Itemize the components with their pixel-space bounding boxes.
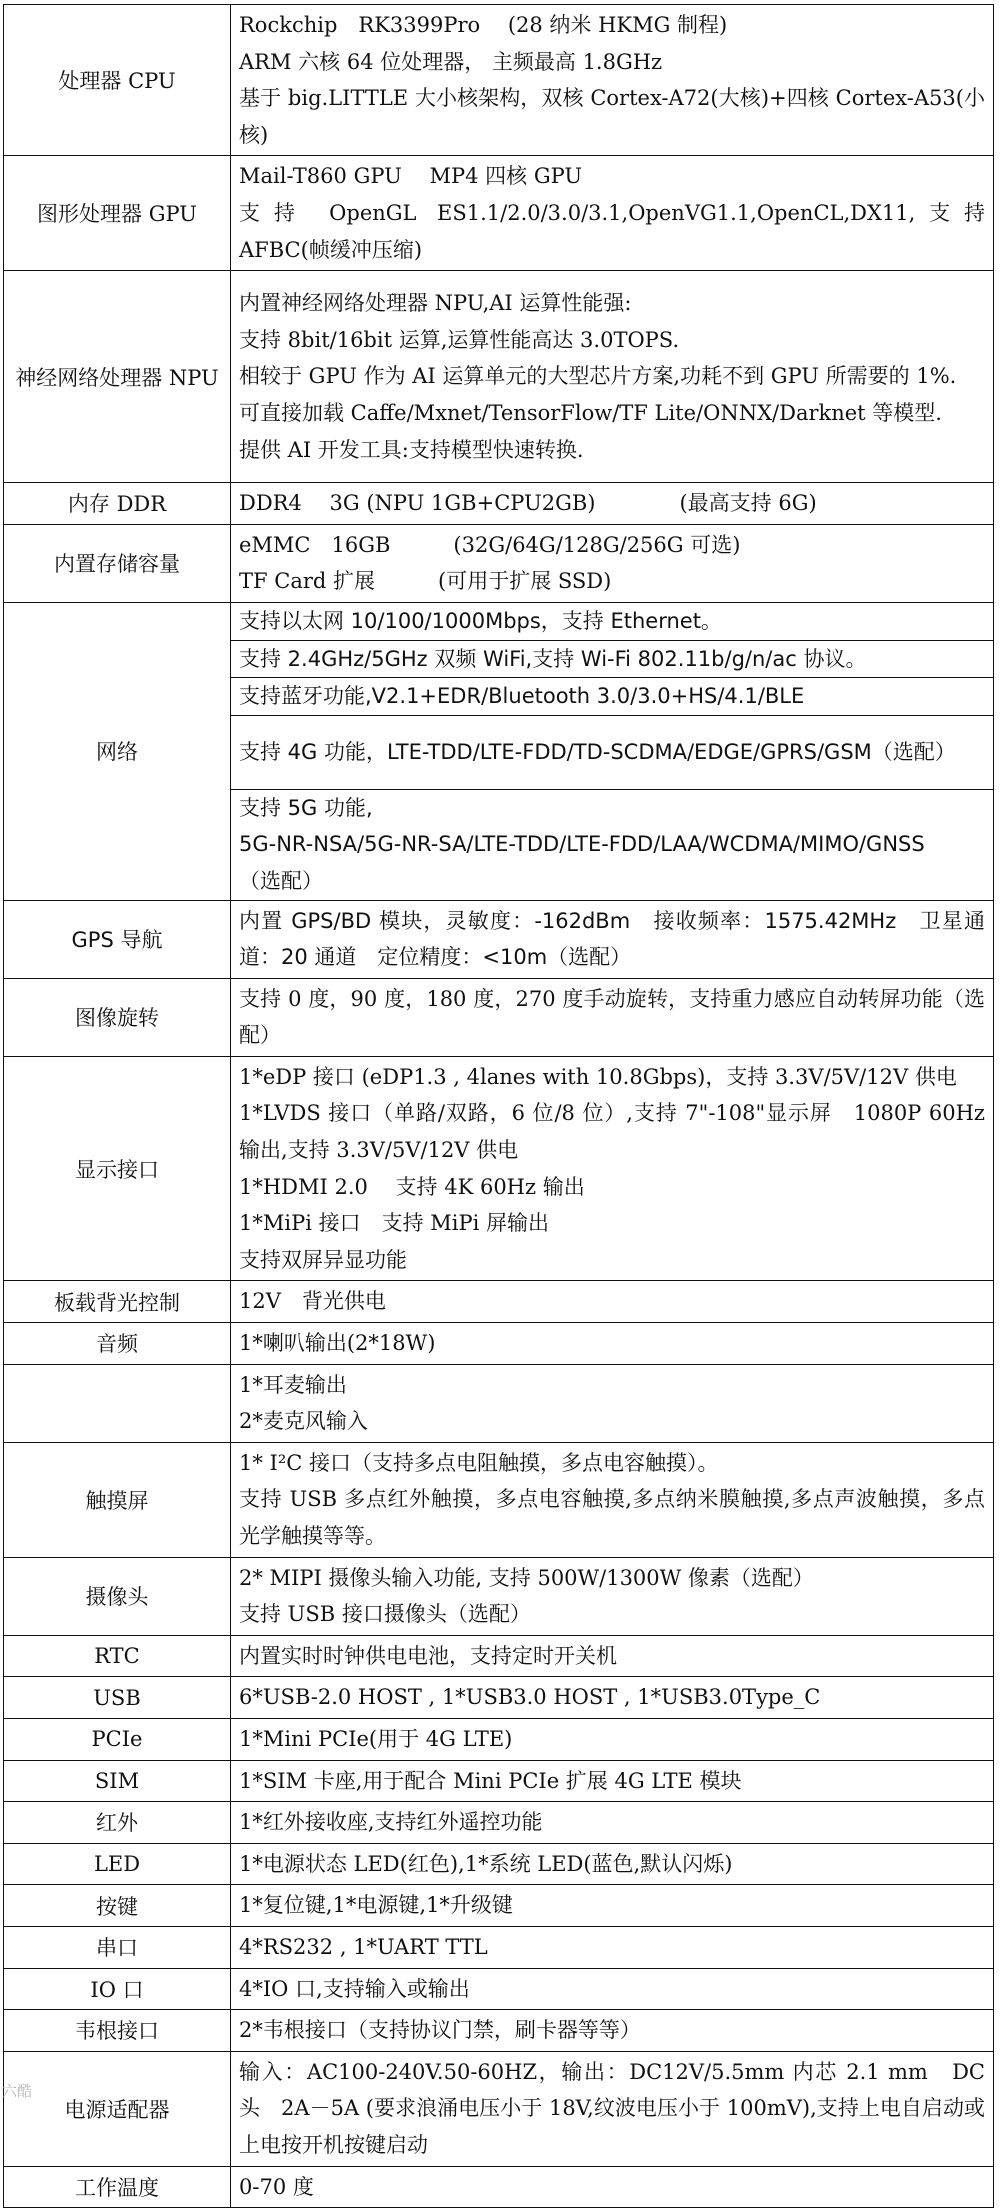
label-rtc: RTC [4,1635,231,1677]
network-ethernet: 支持以太网 10/100/1000Mbps，支持 Ethernet。 [231,603,993,640]
cpu-line-2: ARM 六核 64 位处理器， 主频最高 1.8GHz [239,49,663,74]
label-pcie: PCIe [4,1718,231,1760]
row-cpu [4,5,994,156]
display-line-2: 1*LVDS 接口（单路/双路，6 位/8 位）,支持 7"-108"显示屏 1080P 60Hz 输出,支持 3.3V/5V/12V 供电 [239,1101,985,1163]
led-line-1: 1*电源状态 LED(红色),1*系统 LED(蓝色,默认闪烁) [239,1851,733,1876]
label-audio-extra [4,1364,231,1442]
rotate-line-1: 支持 0 度，90 度，180 度，270 度手动旋转，支持重力感应自动转屏功能（选配） [239,986,985,1048]
row-ddr [4,483,994,525]
label-power: 电源适配器 [4,2051,231,2166]
spec-sheet [3,4,994,2208]
row-power [4,2051,994,2166]
display-line-3: 1*HDMI 2.0 支持 4K 60Hz 输出 [239,1174,585,1199]
row-gps [4,900,994,978]
row-pcie [4,1718,994,1760]
row-led [4,1843,994,1885]
label-cpu: 处理器 CPU [4,5,231,156]
cpu-line-1: Rockchip RK3399Pro (28 纳米 HKMG 制程) [239,13,728,37]
row-touch [4,1442,994,1557]
gpu-line-1: Mail-T860 GPU MP4 四核 GPU [239,164,583,189]
sim-line-1: 1*SIM 卡座,用于配合 Mini PCIe 扩展 4G LTE 模块 [239,1768,742,1793]
ir-line-1: 1*红外接收座,支持红外遥控功能 [239,1810,543,1835]
label-temp: 工作温度 [4,2166,231,2208]
row-npu [4,271,994,483]
label-gpu: 图形处理器 GPU [4,156,231,271]
spec-table [3,4,994,2208]
network-subtable [231,603,993,900]
gps-line-1: 内置 GPS/BD 模块，灵敏度：-162dBm 接收频率：1575.42MHz 卫星通道：20 通道 定位精度：<10m（选配） [239,908,985,970]
row-io [4,1968,994,2010]
npu-line-3: 相较于 GPU 作为 AI 运算单元的大型芯片方案,功耗不到 GPU 所需要的 1%. [239,364,957,389]
pcie-line-1: 1*Mini PCIe(用于 4G LTE) [239,1726,513,1751]
row-usb [4,1677,994,1719]
serial-line-1: 4*RS232 , 1*UART TTL [239,1934,488,1959]
row-audio-extra [4,1364,994,1442]
gpu-line-2: 支持 OpenGL ES1.1/2.0/3.0/3.1,OpenVG1.1,OpenCL,DX11,支持 AFBC(帧缓冲压缩) [239,200,985,262]
label-camera: 摄像头 [4,1557,231,1635]
keys-line-1: 1*复位键,1*电源键,1*升级键 [239,1893,513,1918]
row-backlight [4,1281,994,1323]
row-storage [4,524,994,602]
row-network [4,602,994,900]
audio-line-1: 1*喇叭输出(2*18W) [239,1331,436,1356]
label-sim: SIM [4,1760,231,1802]
network-5g-title: 支持 5G 功能, [239,795,373,820]
row-audio [4,1323,994,1365]
audio-extra-line-2: 2*麦克风输入 [239,1409,368,1434]
network-4g: 支持 4G 功能，LTE-TDD/LTE-FDD/TD-SCDMA/EDGE/GPRS/GSM（选配） [239,739,956,764]
label-io: IO 口 [4,1968,231,2010]
ddr-line-1: DDR4 3G (NPU 1GB+CPU2GB) (最高支持 6G) [239,491,817,516]
row-camera [4,1557,994,1635]
row-serial [4,1926,994,1968]
row-rtc [4,1635,994,1677]
watermark: 六酷 [2,2082,33,2100]
cpu-line-3: 基于 big.LITTLE 大小核架构，双核 Cortex-A72(大核)+四核 Cortex-A53(小核) [239,86,985,147]
label-npu: 神经网络处理器 NPU [4,271,231,483]
label-ddr: 内存 DDR [4,483,231,525]
row-gpu [4,156,994,271]
label-rotate: 图像旋转 [4,978,231,1056]
display-line-1: 1*eDP 接口 (eDP1.3 , 4lanes with 10.8Gbps)，支持 3.3V/5V/12V 供电 [239,1064,957,1089]
usb-line-1: 6*USB-2.0 HOST , 1*USB3.0 HOST , 1*USB3.0Type_C [239,1685,821,1710]
temp-line-1: 0-70 度 [239,2174,314,2199]
rtc-line-1: 内置实时时钟供电电池，支持定时开关机 [239,1643,617,1668]
io-line-1: 4*IO 口,支持输入或输出 [239,1976,470,2001]
row-wiegand [4,2010,994,2052]
row-keys [4,1885,994,1927]
touch-line-2: 支持 USB 多点红外触摸，多点电容触摸,多点纳米膜触摸,多点声波触摸，多点光学触摸等等。 [239,1487,985,1548]
row-display [4,1056,994,1281]
label-backlight: 板载背光控制 [4,1281,231,1323]
label-audio: 音频 [4,1323,231,1365]
storage-line-1: eMMC 16GB (32G/64G/128G/256G 可选) [239,532,741,557]
network-wifi: 支持 2.4GHz/5GHz 双频 WiFi,支持 Wi-Fi 802.11b/g/n/ac 协议。 [231,640,993,678]
wiegand-line-1: 2*韦根接口（支持协议门禁，刷卡器等等） [239,2018,641,2043]
network-5g-optional: （选配） [239,868,323,893]
npu-line-2: 支持 8bit/16bit 运算,运算性能高达 3.0TOPS. [239,327,680,352]
label-usb: USB [4,1677,231,1719]
network-bluetooth: 支持蓝牙功能,V2.1+EDR/Bluetooth 3.0/3.0+HS/4.1/BLE [231,678,993,716]
row-temp [4,2166,994,2208]
label-gps: GPS 导航 [4,900,231,978]
audio-extra-line-1: 1*耳麦输出 [239,1372,347,1397]
label-display: 显示接口 [4,1056,231,1281]
label-ir: 红外 [4,1802,231,1844]
network-5g-bands: 5G-NR-NSA/5G-NR-SA/LTE-TDD/LTE-FDD/LAA/WCDMA/MIMO/GNSS [239,832,925,857]
backlight-line-1: 12V 背光供电 [239,1289,386,1314]
label-serial: 串口 [4,1926,231,1968]
row-ir [4,1802,994,1844]
label-storage: 内置存储容量 [4,524,231,602]
label-network: 网络 [4,602,231,900]
label-touch: 触摸屏 [4,1442,231,1557]
npu-line-1: 内置神经网络处理器 NPU,AI 运算性能强: [239,291,632,316]
row-sim [4,1760,994,1802]
camera-line-2: 支持 USB 接口摄像头（选配） [239,1602,531,1627]
camera-line-1: 2* MIPI 摄像头输入功能, 支持 500W/1300W 像素（选配） [239,1565,814,1590]
display-line-4: 1*MiPi 接口 支持 MiPi 屏输出 [239,1211,550,1236]
npu-line-4: 可直接加载 Caffe/Mxnet/TensorFlow/TF Lite/ONNX/Darknet 等模型. [239,400,942,425]
power-line-1: 输入：AC100-240V.50-60HZ，输出：DC12V/5.5mm 内芯 2.1 mm DC 头 2A－5A (要求浪涌电压小于 18V,纹波电压小于 100mV),支持上电自启动或上电按开机按键启动 [239,2059,985,2157]
npu-line-5: 提供 AI 开发工具:支持模型快速转换. [239,437,584,462]
row-rotate [4,978,994,1056]
display-line-5: 支持双屏异显功能 [239,1247,407,1272]
storage-line-2: TF Card 扩展 (可用于扩展 SSD) [239,569,612,594]
label-wiegand: 韦根接口 [4,2010,231,2052]
label-keys: 按键 [4,1885,231,1927]
label-led: LED [4,1843,231,1885]
touch-line-1: 1* I²C 接口（支持多点电阻触摸，多点电容触摸）。 [239,1450,719,1475]
